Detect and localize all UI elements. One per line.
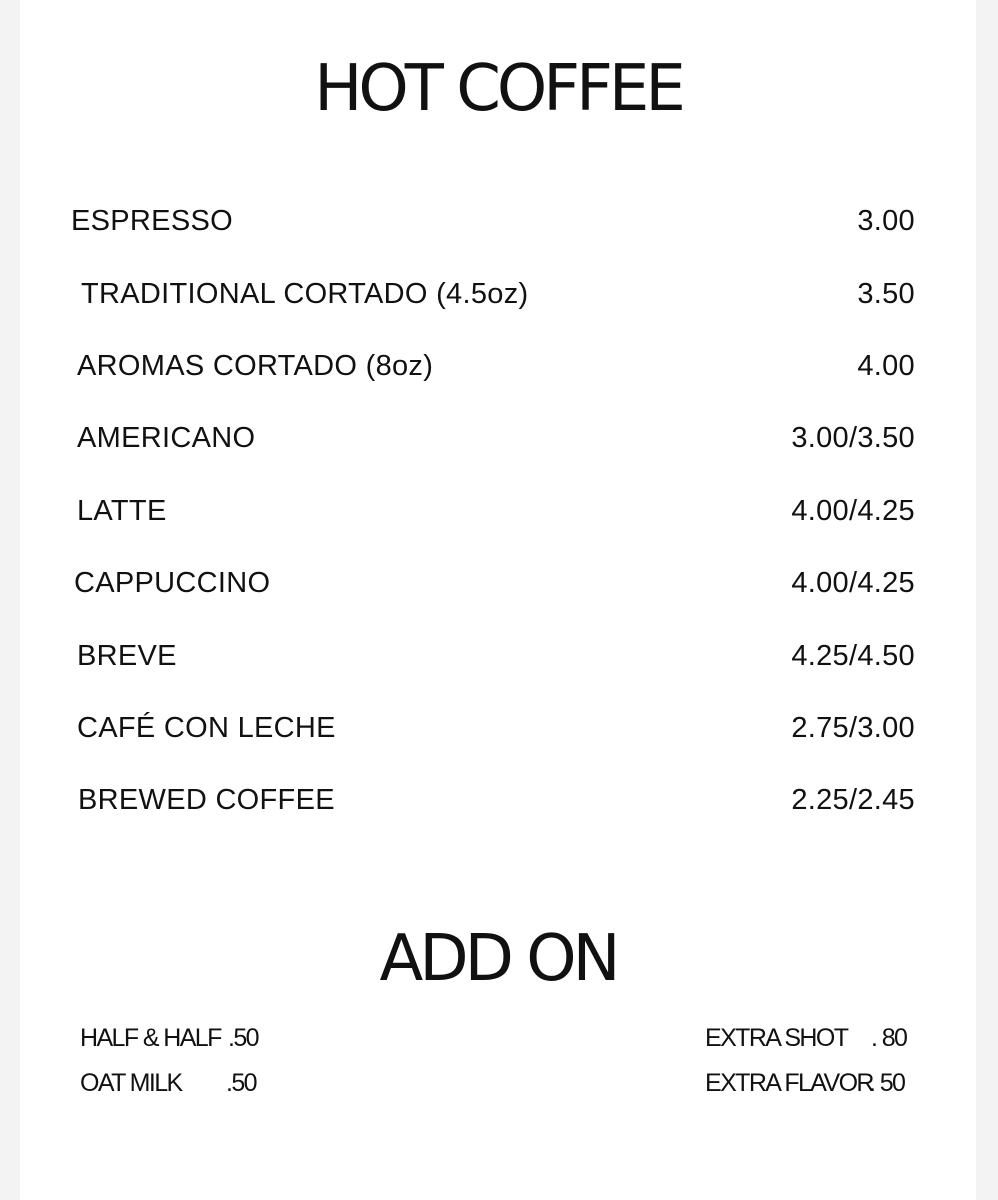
item-name: AMERICANO: [77, 422, 256, 454]
addon-price: .50: [226, 1069, 256, 1097]
menu-item-espresso: [20, 205, 976, 245]
addon-name: EXTRA SHOT: [705, 1024, 848, 1052]
addon-extra-flavor: [705, 1069, 905, 1098]
item-name: AROMAS CORTADO (8oz): [77, 350, 434, 382]
add-on-heading: ADD ON: [379, 922, 617, 996]
item-price: 4.00/4.25: [791, 495, 915, 527]
menu-item-aromas-cortado: [20, 350, 976, 390]
item-name: TRADITIONAL CORTADO (4.5oz): [81, 278, 529, 310]
menu-sheet: [20, 0, 976, 1200]
item-price: 4.00/4.25: [791, 567, 915, 599]
menu-item-cafe-con-leche: [20, 712, 976, 752]
menu-item-traditional-cortado: [20, 278, 976, 318]
item-price: 3.00/3.50: [791, 422, 915, 454]
menu-item-americano: [20, 422, 976, 462]
item-name: BREVE: [77, 640, 177, 672]
menu-item-brewed-coffee: [20, 784, 976, 824]
item-price: 2.75/3.00: [791, 712, 915, 744]
item-price: 3.50: [857, 278, 915, 310]
addon-price: .50: [228, 1024, 258, 1052]
menu-item-latte: [20, 495, 976, 535]
item-price: 4.25/4.50: [791, 640, 915, 672]
item-price: 3.00: [857, 205, 915, 237]
item-name: ESPRESSO: [71, 205, 233, 237]
item-name: CAPPUCCINO: [74, 567, 271, 599]
addon-price: . 50: [869, 1069, 905, 1097]
addon-name: OAT MILK: [80, 1069, 182, 1097]
item-price: 2.25/2.45: [791, 784, 915, 816]
addon-price: . 80: [871, 1024, 907, 1052]
hot-coffee-heading: HOT COFFEE: [314, 52, 682, 126]
addon-name: EXTRA FLAVOR: [705, 1069, 873, 1097]
addon-extra-shot: [705, 1024, 907, 1053]
item-name: CAFÉ CON LECHE: [77, 712, 336, 744]
item-price: 4.00: [857, 350, 915, 382]
menu-item-breve: [20, 640, 976, 680]
item-name: LATTE: [77, 495, 167, 527]
addon-oat-milk: [80, 1069, 256, 1098]
addon-name: HALF & HALF: [80, 1024, 221, 1052]
item-name: BREWED COFFEE: [78, 784, 335, 816]
menu-item-cappuccino: [20, 567, 976, 607]
addon-half-and-half: [80, 1024, 258, 1053]
